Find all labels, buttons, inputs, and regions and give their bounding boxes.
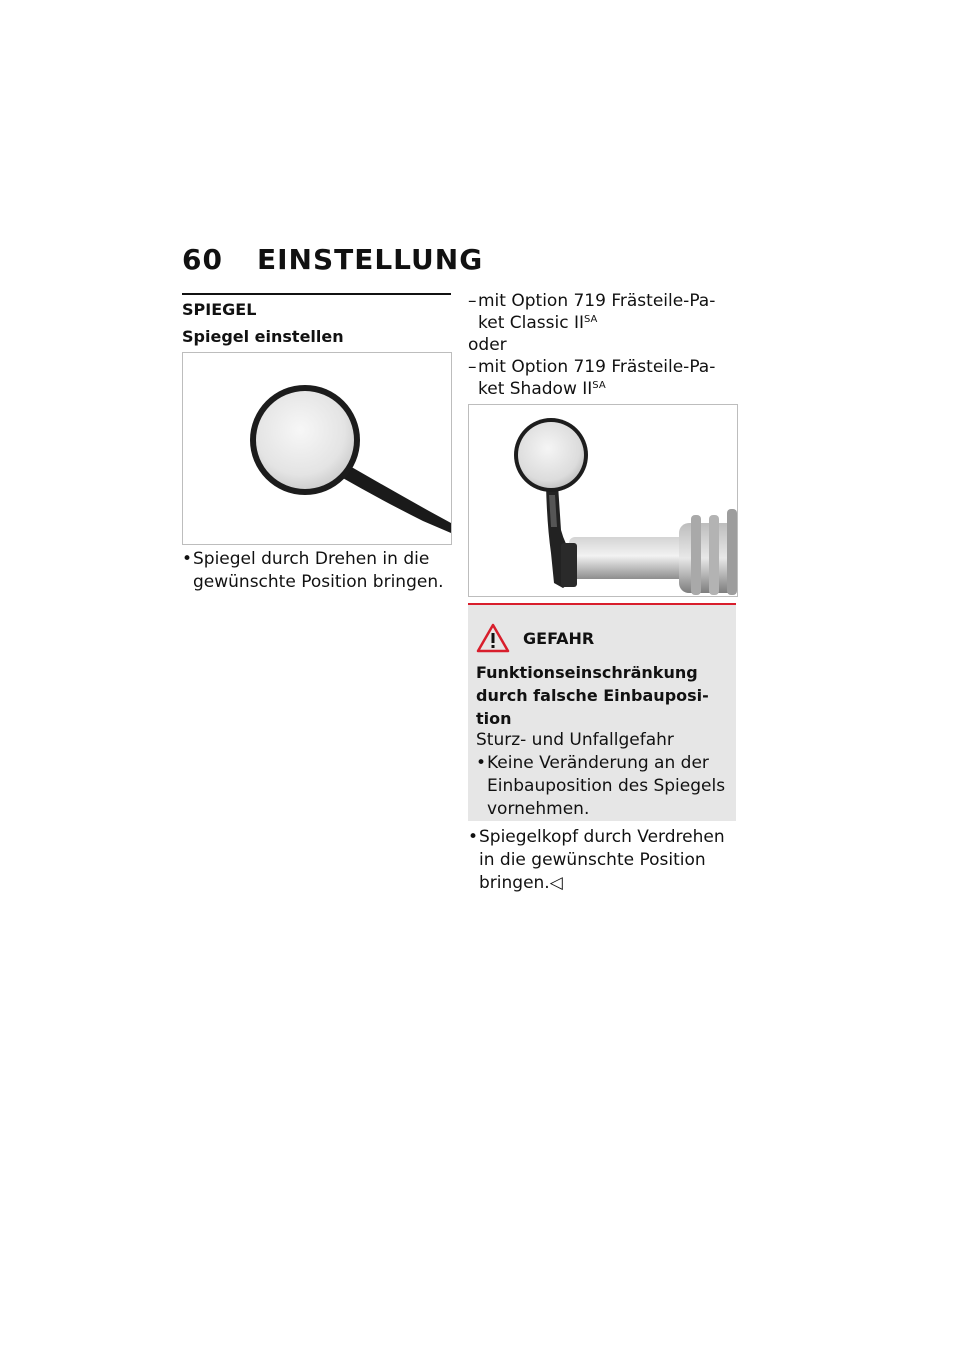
warning-header [476, 623, 594, 653]
dash-marker: – [468, 291, 477, 311]
warning-title-line: Funktionseinschränkung [476, 663, 698, 682]
warning-instruction-line: Keine Veränderung an der [487, 753, 709, 773]
instruction-line: Spiegelkopf durch Verdrehen [479, 827, 725, 847]
option-line: mit Option 719 Frästeile-Pa- [478, 357, 716, 377]
instruction-line: in die gewünschte Position [479, 850, 706, 870]
section-title: SPIEGEL [182, 300, 257, 319]
instruction-line: gewünschte Position bringen. [193, 572, 444, 592]
option-list [468, 290, 738, 400]
page-title [182, 243, 483, 276]
warning-risk: Sturz- und Unfallgefahr [476, 730, 674, 750]
chapter-title: EINSTELLUNG [256, 243, 484, 276]
mirror-head-instruction [468, 826, 738, 895]
danger-warning-box [468, 603, 736, 821]
option-line: ket Shadow II [478, 379, 593, 399]
warning-title [476, 661, 726, 730]
standard-mirror-image [182, 352, 452, 545]
option-item-classic [468, 290, 738, 334]
warning-instruction-line: vornehmen. [487, 799, 590, 819]
end-mark-icon: ◁ [549, 873, 563, 893]
special-equipment-mark: SA [592, 380, 606, 391]
page-number: 60 [182, 243, 223, 276]
section-rule [182, 293, 451, 295]
option-line: mit Option 719 Frästeile-Pa- [478, 291, 716, 311]
warning-title-line: tion [476, 709, 512, 728]
option-line: ket Classic II [478, 313, 584, 333]
warning-title-line: durch falsche Einbauposi- [476, 686, 709, 705]
option-connector: oder [468, 335, 507, 355]
warning-instruction-line: Einbauposition des Spiegels [487, 776, 726, 796]
warning-body [476, 729, 731, 821]
instruction-line: Spiegel durch Drehen in die [193, 549, 430, 569]
special-equipment-mark: SA [584, 314, 598, 325]
instruction-line [468, 872, 738, 895]
bullet-marker: • [468, 827, 479, 847]
subsection-title: Spiegel einstellen [182, 327, 344, 346]
option-item-shadow [468, 356, 738, 400]
bullet-marker: • [476, 753, 487, 773]
dash-marker: – [468, 357, 477, 377]
warning-instruction [476, 752, 731, 821]
bullet-marker: • [182, 549, 193, 569]
warning-label: GEFAHR [523, 628, 595, 648]
warning-triangle-icon [476, 623, 510, 653]
bar-end-mirror-image [468, 404, 738, 597]
instruction-line-text: bringen. [479, 873, 550, 893]
mirror-adjust-instruction [182, 548, 452, 594]
